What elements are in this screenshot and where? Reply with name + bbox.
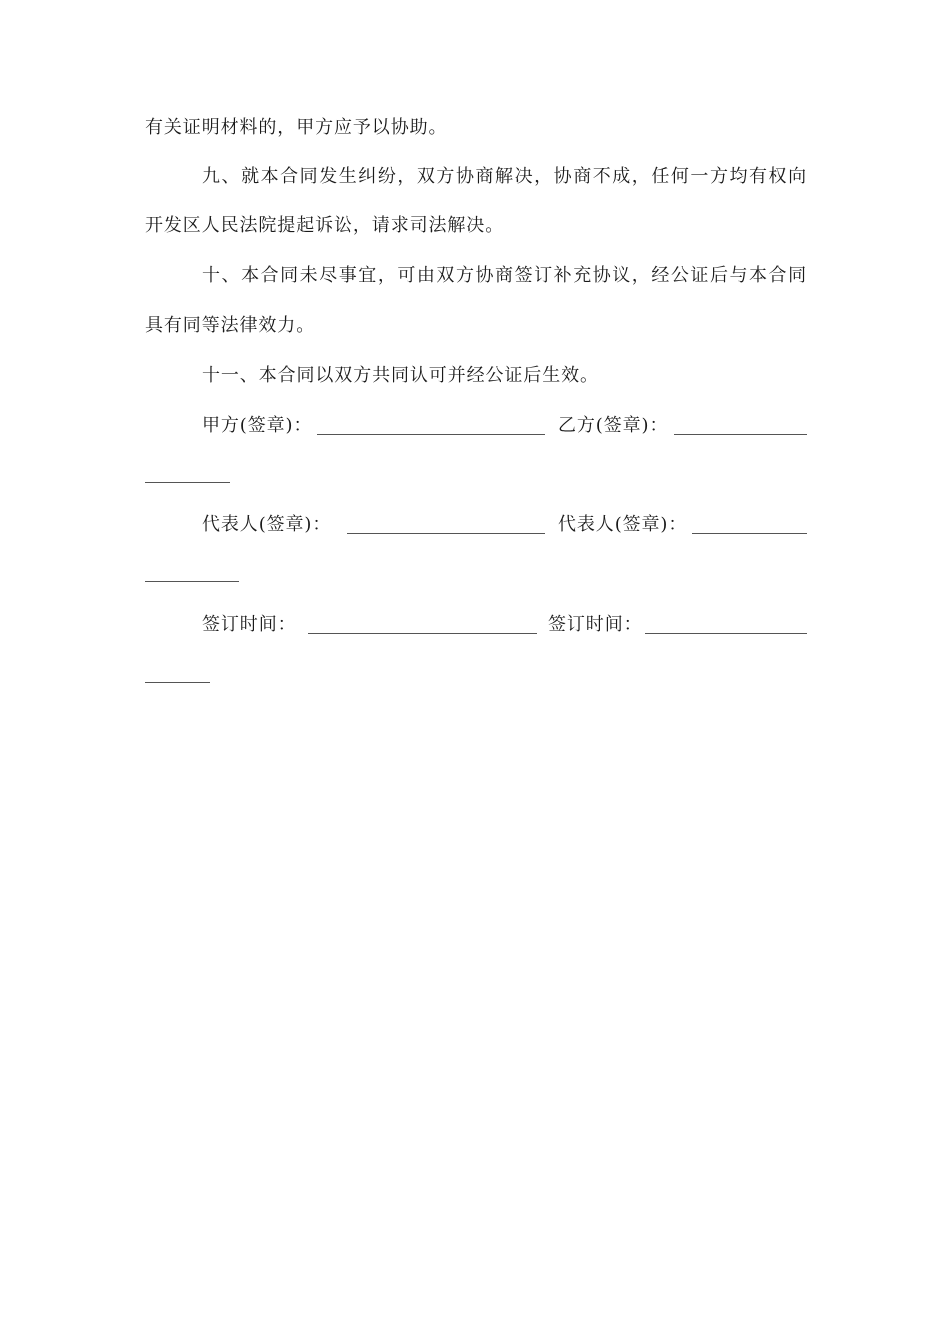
date-a-label: 签订时间： <box>202 614 297 635</box>
date-a-line <box>308 633 537 634</box>
rep-a-label: 代表人(签章)： <box>202 514 332 535</box>
signature-row-representatives <box>202 514 807 536</box>
party-b-label: 乙方(签章)： <box>558 415 669 436</box>
paragraph-9-line-2: 开发区人民法院提起诉讼，请求司法解决。 <box>145 215 505 236</box>
party-b-signature-line-continued <box>145 482 230 483</box>
paragraph-9-line-1: 九、就本合同发生纠纷，双方协商解决，协商不成，任何一方均有权向 <box>202 166 807 187</box>
date-b-line-continued <box>145 682 210 683</box>
paragraph-10-line-2: 具有同等法律效力。 <box>145 315 316 336</box>
rep-b-label: 代表人(签章)： <box>558 514 688 535</box>
date-b-label: 签订时间： <box>548 614 643 635</box>
rep-b-signature-line-continued <box>145 581 239 582</box>
rep-a-signature-line <box>347 533 545 534</box>
date-b-line <box>645 633 807 634</box>
paragraph-10-line-1: 十、本合同未尽事宜，可由双方协商签订补充协议，经公证后与本合同 <box>202 265 807 286</box>
rep-b-signature-line <box>692 533 807 534</box>
signature-row-parties <box>202 415 807 437</box>
paragraph-11: 十一、本合同以双方共同认可并经公证后生效。 <box>202 365 599 386</box>
paragraph-8-end: 有关证明材料的，甲方应予以协助。 <box>145 117 448 138</box>
signature-row-dates <box>202 614 807 636</box>
party-a-label: 甲方(签章)： <box>202 415 313 436</box>
party-b-signature-line <box>674 434 807 435</box>
party-a-signature-line <box>317 434 545 435</box>
